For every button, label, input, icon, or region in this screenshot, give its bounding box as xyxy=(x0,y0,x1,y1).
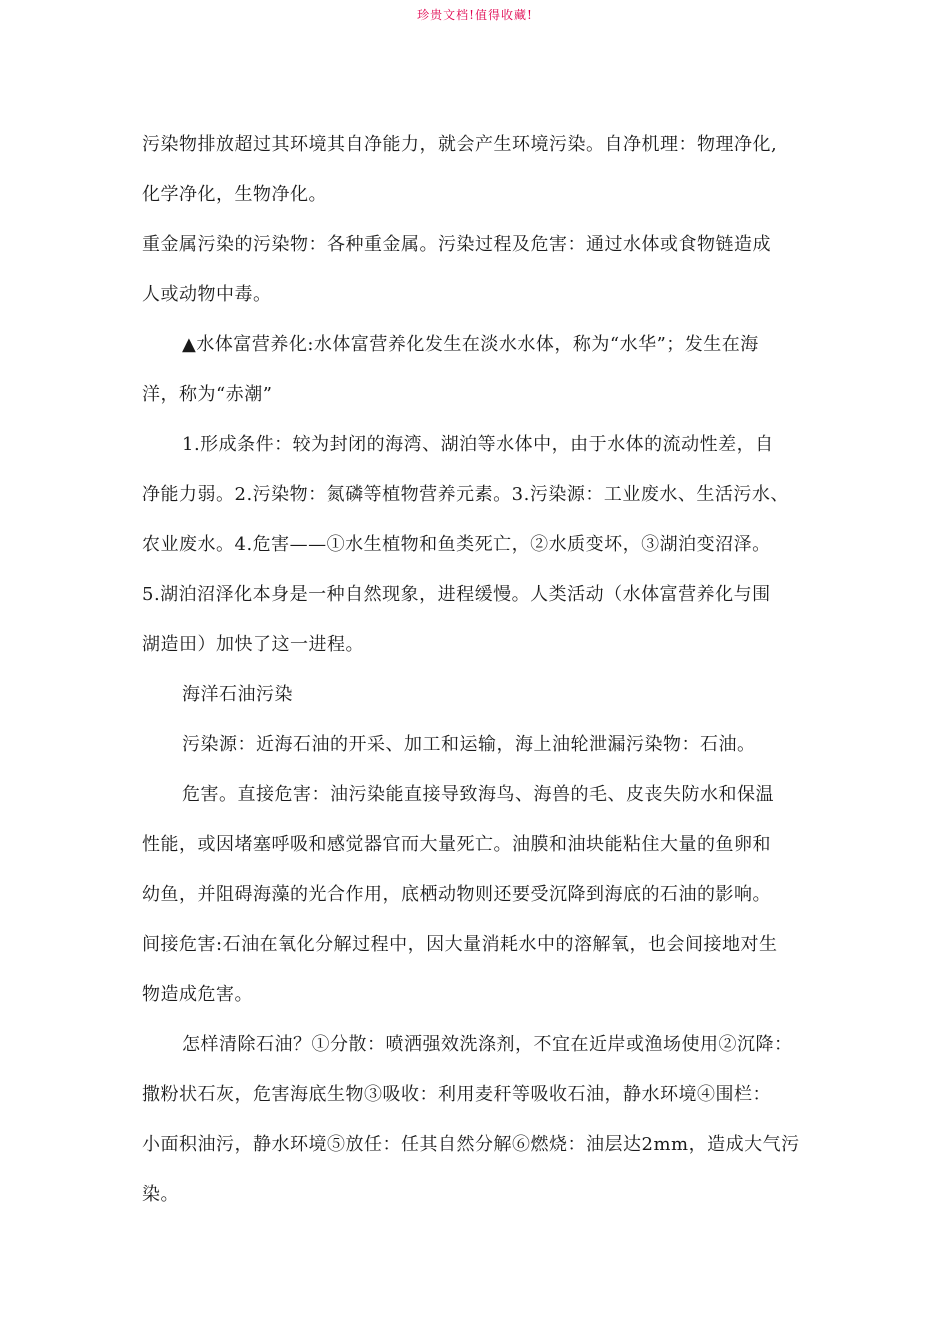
page-header-banner: 珍贵文档!值得收藏! xyxy=(417,8,533,22)
text-line: 1.形成条件：较为封闭的海湾、湖泊等水体中，由于水体的流动性差，自 xyxy=(182,434,774,455)
text-line: 人或动物中毒。 xyxy=(142,284,272,305)
text-line: 湖造田）加快了这一进程。 xyxy=(142,634,364,655)
text-line: 污染物排放超过其环境其自净能力，就会产生环境污染。自净机理：物理净化, xyxy=(142,134,778,155)
text-line: 小面积油污，静水环境⑤放任：任其自然分解⑥燃烧：油层达2mm，造成大气污 xyxy=(142,1134,800,1155)
text-line: 撒粉状石灰，危害海底生物③吸收：利用麦秆等吸收石油，静水环境④围栏： xyxy=(142,1084,771,1105)
text-line: 物造成危害。 xyxy=(142,984,253,1005)
section-heading: 海洋石油污染 xyxy=(182,684,293,705)
text-line: 怎样清除石油？①分散：喷洒强效洗涤剂，不宜在近岸或渔场使用②沉降： xyxy=(182,1034,793,1055)
text-line: 幼鱼，并阻碍海藻的光合作用，底栖动物则还要受沉降到海底的石油的影响。 xyxy=(142,884,771,905)
text-line: 染。 xyxy=(142,1184,179,1205)
text-line: 洋，称为“赤潮” xyxy=(142,384,273,405)
text-line: 间接危害:石油在氧化分解过程中，因大量消耗水中的溶解氧，也会间接地对生 xyxy=(142,934,778,955)
text-line: 5.湖泊沼泽化本身是一种自然现象，进程缓慢。人类活动（水体富营养化与围 xyxy=(142,584,771,605)
text-line: 性能，或因堵塞呼吸和感觉器官而大量死亡。油膜和油块能粘住大量的鱼卵和 xyxy=(142,834,771,855)
document-body xyxy=(142,120,814,1220)
text-line: 农业废水。4.危害——①水生植物和鱼类死亡，②水质变坏，③湖泊变沼泽。 xyxy=(142,534,771,555)
text-line: 化学净化，生物净化。 xyxy=(142,184,327,205)
text-line: 净能力弱。2.污染物：氮磷等植物营养元素。3.污染源：工业废水、生活污水、 xyxy=(142,484,789,505)
text-line: ▲水体富营养化:水体富营养化发生在淡水水体，称为“水华”；发生在海 xyxy=(182,334,759,355)
text-line: 危害。直接危害：油污染能直接导致海鸟、海兽的毛、皮丧失防水和保温 xyxy=(182,784,774,805)
text-line: 污染源：近海石油的开采、加工和运输，海上油轮泄漏污染物：石油。 xyxy=(182,734,756,755)
text-line: 重金属污染的污染物：各种重金属。污染过程及危害：通过水体或食物链造成 xyxy=(142,234,771,255)
